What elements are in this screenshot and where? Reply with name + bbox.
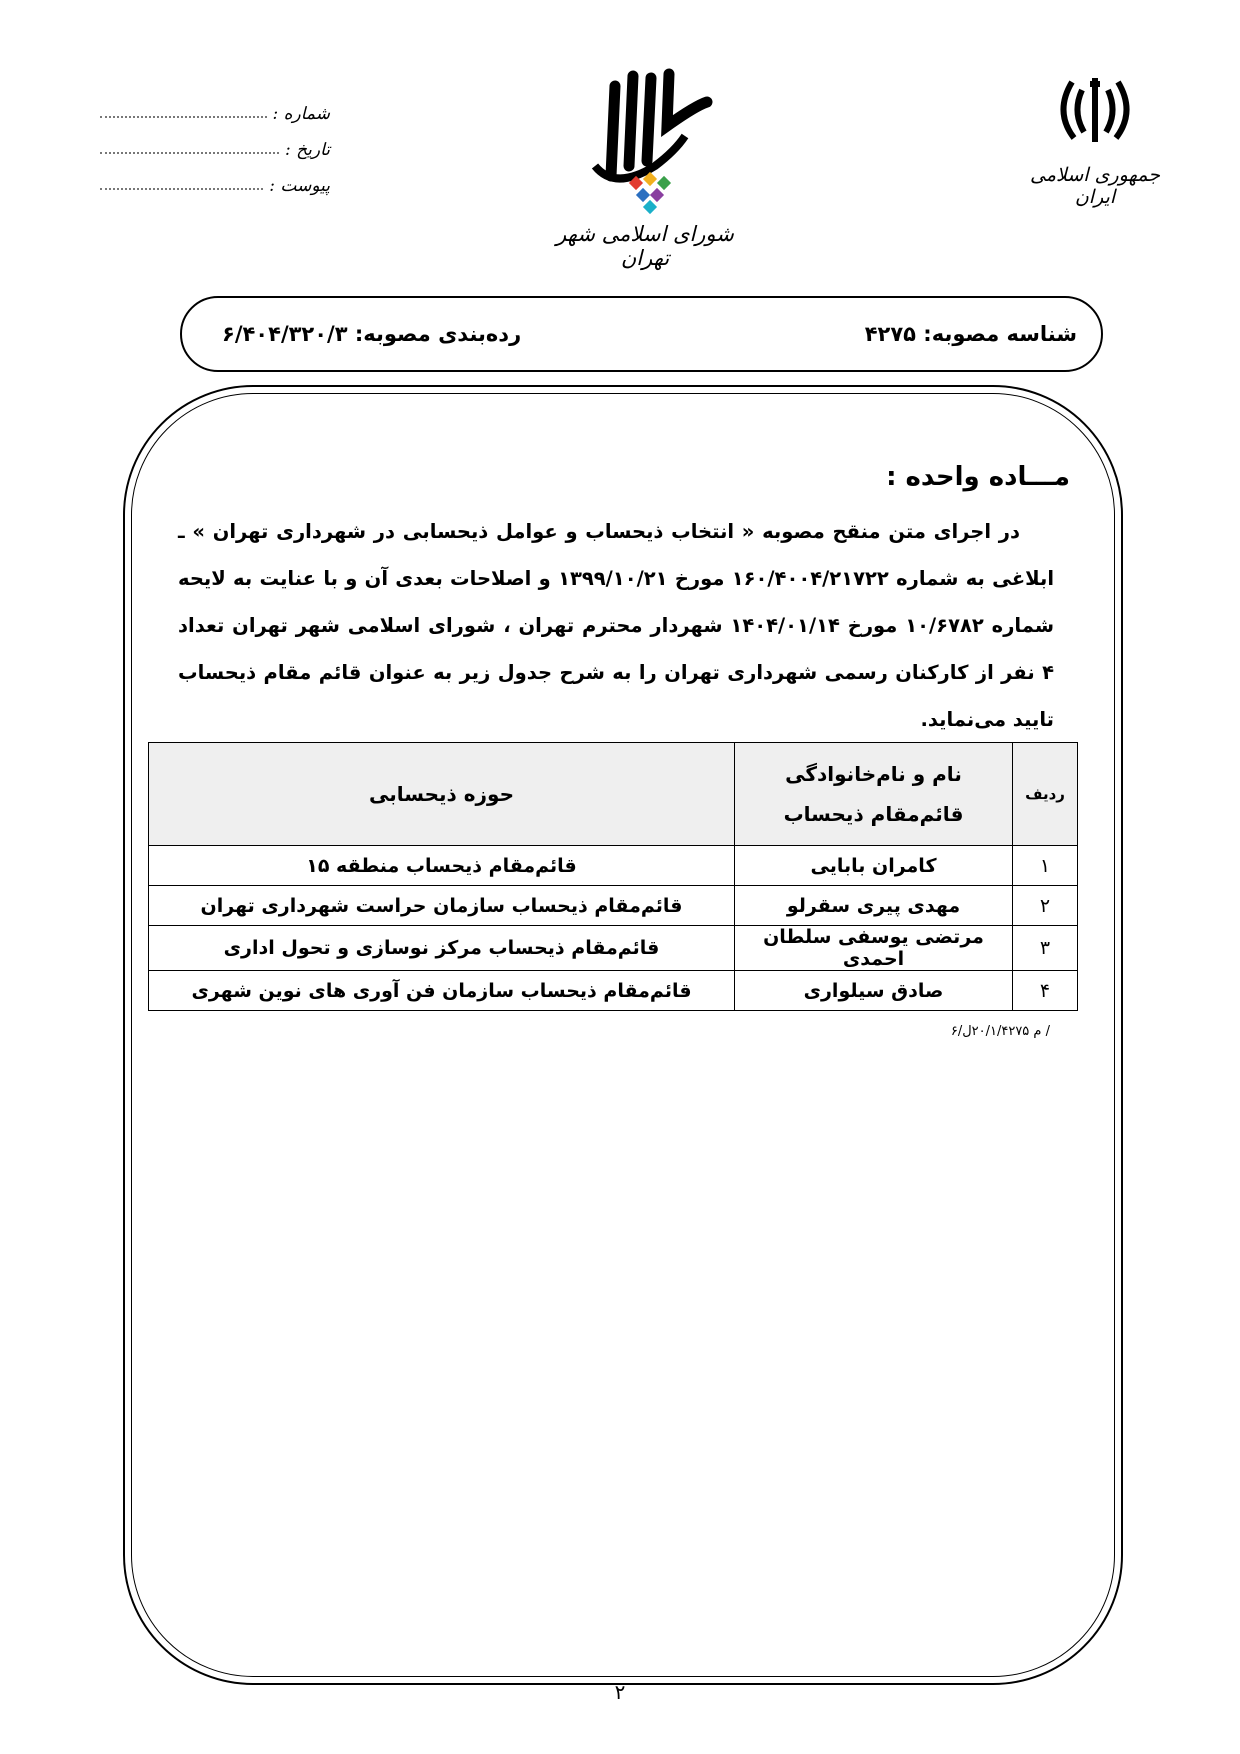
row-domain: قائم‌مقام ذیحساب منطقه ۱۵ [149,846,735,886]
header-domain: حوزه ذیحسابی [149,743,735,846]
row-name: کامران بابایی [735,846,1013,886]
council-logo-caption: شورای اسلامی شهر تهران [556,222,734,270]
row-number: ۴ [1013,971,1078,1011]
dotted-line [100,116,267,118]
emblem-caption: جمهوری اسلامی ایران [1030,164,1160,208]
deputies-table [148,742,1078,1011]
iran-emblem-icon [1050,72,1140,152]
header-row-number: ردیف [1013,743,1078,846]
section-heading: مـــاده واحده : [886,462,1070,492]
row-domain: قائم‌مقام ذیحساب مرکز نوسازی و تحول اداری [149,926,735,971]
resolution-id-box [180,296,1103,372]
number-field [100,88,330,124]
resolution-classification: رده‌بندی مصوبه: ۶/۴۰۴/۳۲۰/۳ [222,322,522,346]
row-number: ۱ [1013,846,1078,886]
reference-footnote: / م ۲۰/۱/۴۲۷۵ل/۶ [950,1024,1050,1039]
number-label: شماره : [272,104,330,124]
tehran-council-logo [540,66,750,270]
dotted-line [100,152,279,154]
attachment-label: پیوست : [269,176,330,196]
page-number: ۲ [614,1680,626,1704]
council-logo-icon [575,66,715,216]
table-row [149,971,1078,1011]
attachment-field [100,160,330,196]
date-field [100,124,330,160]
row-name: مهدی پیری سقرلو [735,886,1013,926]
header-name [735,743,1013,846]
row-name: مرتضی یوسفی سلطان احمدی [735,926,1013,971]
resolution-id: شناسه مصوبه: ۴۲۷۵ [864,322,1077,346]
row-name: صادق سیلواری [735,971,1013,1011]
dotted-line [100,188,263,190]
body-paragraph: در اجرای متن منقح مصوبه « انتخاب ذیحساب و عوامل ذیحسابی در شهرداری تهران » ـ ابلاغی به شماره ۱۶۰/۴۰۰۴/۲۱۷۲۲ مورخ ۱۳۹۹/۱۰/۲۱ و اصلاحات بعدی آن و با عنایت به لایحه شماره ۱۰/۶۷۸۲ مورخ ۱۴۰۴/۰۱/۱۴ شهردار محترم تهران ، شورای اسلامی شهر تهران تعداد ۴ نفر از کارکنان رسمی شهرداری تهران را به شرح جدول زیر به عنوان قائم مقام ذیحساب تایید می‌نماید. [178,520,1054,731]
letter-fields [100,88,330,196]
row-domain: قائم‌مقام ذیحساب سازمان حراست شهرداری تهران [149,886,735,926]
row-number: ۲ [1013,886,1078,926]
row-domain: قائم‌مقام ذیحساب سازمان فن آوری های نوین شهری [149,971,735,1011]
row-number: ۳ [1013,926,1078,971]
date-label: تاریخ : [285,140,330,160]
header-name-line2: قائم‌مقام ذیحساب [783,802,964,826]
iran-emblem [1010,72,1180,208]
table-row [149,846,1078,886]
table-row [149,926,1078,971]
table-header-row [149,743,1078,846]
header-name-line1: نام و نام‌خانوادگی [785,762,962,786]
table-row [149,886,1078,926]
